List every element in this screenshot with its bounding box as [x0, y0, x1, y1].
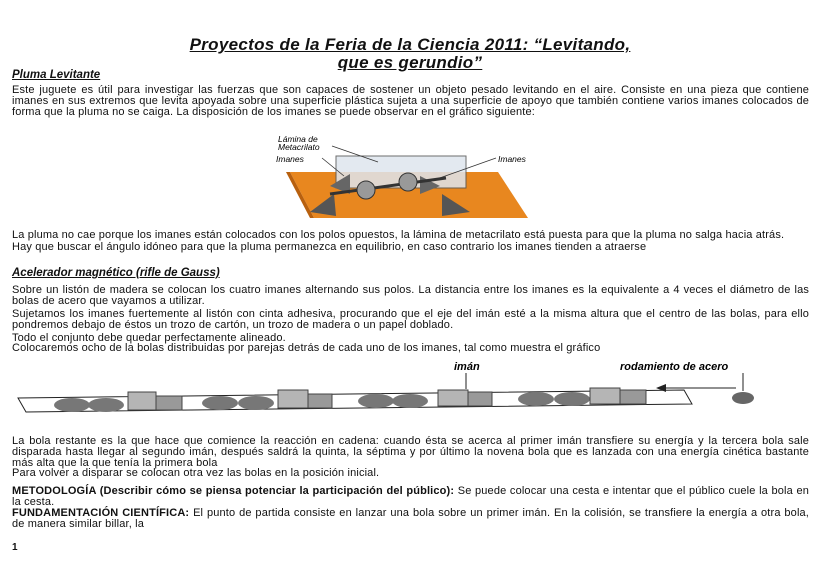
steel-ball — [238, 396, 274, 410]
label-imanes-right: Imanes — [498, 154, 526, 164]
metodologia-text: Se puede colocar una cesta e intentar que el público cuele la bola en la cesta. — [12, 485, 810, 508]
page-number: 1 — [12, 542, 18, 553]
launch-ball — [732, 392, 754, 404]
acelerador-paragraph-6: Para volver a disparar se colocan otra vez las bolas en la posición inicial. — [12, 467, 380, 479]
pluma-intro-paragraph: Este juguete es útil para investigar las fuerzas que son capaces de sostener un objeto pesado levitando en el aire. Consiste en una pieza que contiene imanes en sus extremos que levita apoyada sobre una superficie plástica sujeta a una superficie de apoyo que también contiene varios imanes colocados de forma que la pluma no se caiga. La disposición de los imanes se puede observar en el gráfico siguiente: — [12, 84, 809, 118]
metodologia-paragraph — [12, 486, 809, 508]
steel-ball — [518, 392, 554, 406]
gauss-rifle-figure — [16, 358, 808, 424]
section-heading-pluma: Pluma Levitante — [12, 69, 101, 81]
acelerador-paragraph-5: La bola restante es la que hace que comience la reacción en cadena: cuando ésta se acerca al primer imán transfiere su energía y la tercera bola sale disparada hasta llegar al segundo imán, después saldrá la quinta, la séptima y por último la novena bola que es lanzada con una energía cinética bastante más alta que la que tenía la primera bola — [12, 435, 809, 469]
label-imanes-left: Imanes — [276, 154, 304, 164]
magnet-block — [128, 392, 156, 410]
steel-ball — [358, 394, 394, 408]
label-lamina-1: Lámina de — [278, 134, 318, 144]
pluma-explanation-1: La pluma no cae porque los imanes están colocados con los polos opuestos, la lámina de metacrilato está puesta para que la pluma no salga hacia atrás. — [12, 229, 785, 241]
magnet-block — [590, 388, 620, 404]
label-lamina-2: Metacrilato — [278, 142, 320, 152]
fundamentacion-text: El punto de partida consiste en lanzar una bola sobre un primer imán. En la colisión, se transfiere la energía a otra bola, de manera similar billar, la — [12, 507, 810, 530]
fundamentacion-label: FUNDAMENTACIÓN CIENTÍFICA: — [12, 507, 190, 519]
document-title — [20, 36, 800, 72]
steel-ball — [202, 396, 238, 410]
title-line-2: que es gerundio” — [337, 53, 483, 72]
pen-disk-left — [357, 181, 375, 199]
acelerador-paragraph-1: Sobre un listón de madera se colocan los cuatro imanes alternando sus polos. La distancia entre los imanes es la equivalente a 4 veces el diámetro de las bolas de acero que vayamos a utilizar. — [12, 284, 809, 307]
magnet-block — [278, 390, 308, 408]
magnet-block-side — [156, 396, 182, 410]
acelerador-paragraph-2: Sujetamos los imanes fuertemente al listón con cinta adhesiva, procurando que el eje del imán esté a la misma altura que el centro de las bolas, para ello pondremos debajo de éstos un trozo de cartón, un trozo de madera o un papel doblado. — [12, 308, 809, 331]
label-iman: imán — [454, 361, 480, 373]
acelerador-paragraph-3: Todo el conjunto debe quedar perfectamente alineado. — [12, 332, 286, 344]
fundamentacion-paragraph — [12, 508, 809, 530]
metodologia-label: METODOLOGÍA (Describir cómo se piensa potenciar la participación del público): — [12, 485, 455, 497]
steel-ball — [554, 392, 590, 406]
levitating-pen-figure — [270, 132, 550, 224]
steel-ball — [88, 398, 124, 412]
magnet-block-side — [620, 390, 646, 404]
title-line-1: Proyectos de la Feria de la Ciencia 2011: “Levitando, — [189, 35, 631, 54]
magnet-block — [438, 390, 468, 406]
label-rodamiento: rodamiento de acero — [620, 361, 729, 373]
pluma-explanation-2: Hay que buscar el ángulo idóneo para que la pluma permanezca en equilibrio, en caso contrario los imanes tienden a atraerse — [12, 241, 647, 253]
magnet-block-side — [308, 394, 332, 408]
steel-ball — [392, 394, 428, 408]
steel-ball — [54, 398, 90, 412]
acelerador-paragraph-4: Colocaremos ocho de la bolas distribuidas por parejas detrás de cada uno de los imanes, tal como muestra el gráfico — [12, 342, 601, 354]
magnet-block-side — [468, 392, 492, 406]
section-heading-acelerador: Acelerador magnético (rifle de Gauss) — [12, 267, 220, 279]
pen-disk-right — [399, 173, 417, 191]
